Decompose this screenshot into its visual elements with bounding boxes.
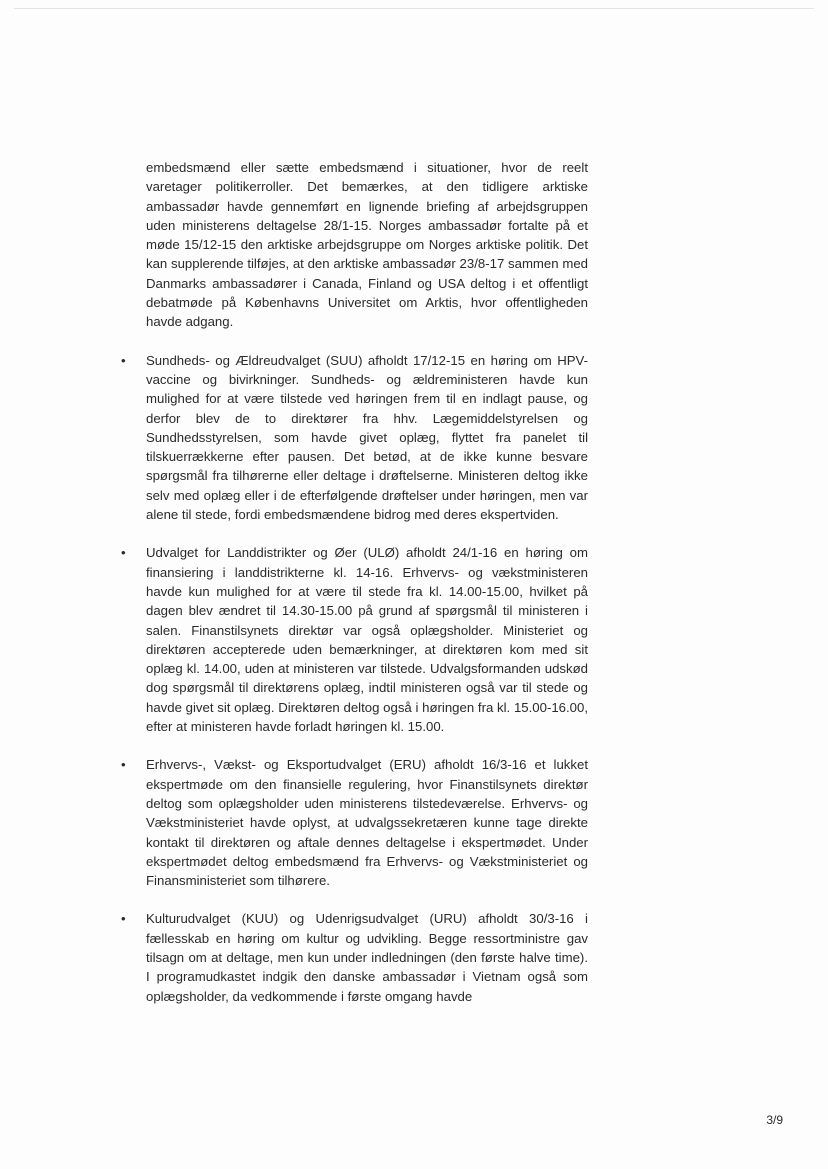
document-body <box>121 158 588 1006</box>
intro-paragraph: embedsmænd eller sætte embedsmænd i situationer, hvor de reelt varetager politikerroller. Det bemærkes, at den tidligere arktiske ambassadør havde gennemført en lignende briefing af arbejdsgruppen uden ministerens deltagelse 28/1-15. Norges ambassadør fortalte på et møde 15/12-15 den arktiske arbejdsgruppe om Norges arktiske politik. Det kan supplerende tilføjes, at den arktiske ambassadør 23/8-17 sammen med Danmarks ambassadører i Canada, Finland og USA deltog i et offentligt debatmøde på Københavns Universitet om Arktis, hvor offentligheden havde adgang. <box>146 160 588 330</box>
list-item <box>121 543 588 736</box>
list-item <box>121 909 588 1005</box>
bullet-icon: • <box>121 911 126 927</box>
page-top-rule <box>14 8 814 9</box>
page-number: 3/9 <box>766 1113 783 1127</box>
bullet-icon: • <box>121 757 126 773</box>
list-item <box>121 755 588 890</box>
list-item-text: Erhvervs-, Vækst- og Eksportudvalget (ERU) afholdt 16/3-16 et lukket ekspertmøde om den finansielle regulering, hvor Finanstilsynets direktør deltog som oplægsholder uden ministerens tilstedeværelse. Erhvervs- og Vækstministeriet havde oplyst, at udvalgssekretæren kunne tage direkte kontakt til direktøren og aftale dennes deltagelse i ekspertmødet. Under ekspertmødet deltog embedsmænd fra Erhvervs- og Vækstministeriet og Finansministeriet som tilhørere. <box>146 757 588 889</box>
bullet-icon: • <box>121 545 126 561</box>
bullet-list <box>121 351 588 1006</box>
list-item <box>121 351 588 525</box>
list-item-text: Kulturudvalget (KUU) og Udenrigsudvalget (URU) afholdt 30/3-16 i fællesskab en høring om kultur og udvikling. Begge ressortministre gav tilsagn om at deltage, men kun under indledningen (den første halve time). I programudkastet indgik den danske ambassadør i Vietnam også som oplægsholder, da vedkommende i første omgang havde <box>146 911 588 1004</box>
list-item-text: Sundheds- og Ældreudvalget (SUU) afholdt 17/12-15 en høring om HPV-vaccine og bivirkninger. Sundheds- og ældreministeren havde kun mulighed for at være tilstede ved høringen frem til en indlagt pause, og derfor blev de to direktører fra hhv. Lægemiddelstyrelsen og Sundhedsstyrelsen, som havde givet oplæg, flyttet fra panelet til tilskuerrækkerne efter pausen. Det betød, at de ikke kunne besvare spørgsmål fra tilhørerne eller deltage i drøftelserne. Ministeren deltog ikke selv med oplæg eller i de efterfølgende drøftelser under høringen, men var alene til stede, fordi embedsmændene bidrog med deres ekspertviden. <box>146 352 588 523</box>
bullet-icon: • <box>121 352 126 368</box>
list-item-text: Udvalget for Landdistrikter og Øer (ULØ) afholdt 24/1-16 en høring om finansiering i landdistrikterne kl. 14-16. Erhvervs- og vækstministeren havde kun mulighed for at være til stede fra kl. 14.00-15.00, hvilket på dagen blev ændret til 14.30-15.00 på grund af spørgsmål til ministeren i salen. Finanstilsynets direktør var også oplægsholder. Ministeriet og direktøren accepterede uden bemærkninger, at direktøren kom med sit oplæg kl. 14.00, uden at ministeren var tilstede. Udvalgsformanden udskød dog spørgsmål til direktørens oplæg, indtil ministeren også var til stede og havde givet sit oplæg. Direktøren deltog også i høringen fra kl. 15.00-16.00, efter at ministeren havde forladt høringen kl. 15.00. <box>146 545 588 735</box>
